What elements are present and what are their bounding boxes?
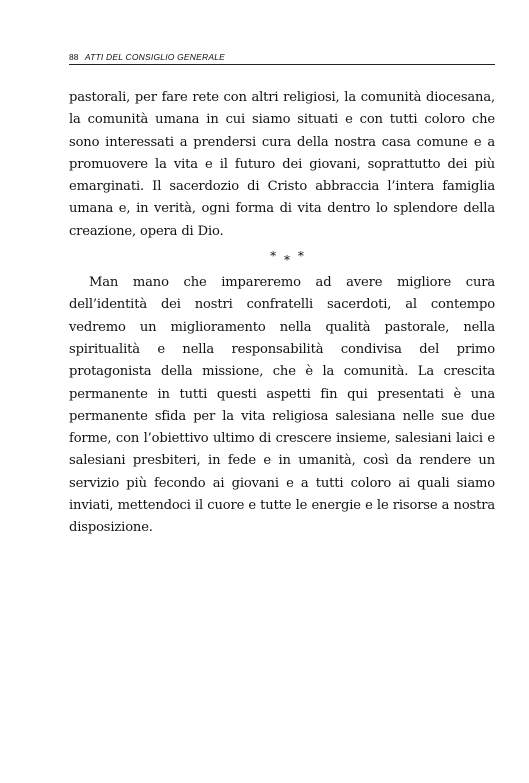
body-text	[69, 87, 495, 540]
running-header	[69, 52, 495, 65]
page-number: 88	[69, 52, 79, 62]
asterisk: *	[284, 253, 292, 268]
paragraph-continued: pastorali, per fare rete con altri religiosi, la comunità diocesana, la comunità umana in cui siamo situati e con tutti coloro che sono interessati a prendersi cura della nostra casa comune e a promuovere la vita e il futuro dei giovani, soprattutto dei più emarginati. Il sacerdozio di Cristo abbraccia l’intera famiglia umana e, in verità, ogni forma di vita dentro lo splendore della creazione, opera di Dio.	[69, 90, 495, 239]
paragraph: Man mano che impareremo ad avere migliore cura dell’identità dei nostri confratelli sacerdoti, al contempo vedremo un miglioramento nella qualità pastorale, nella spiritualità e nella responsabilità condivisa del primo protagonista della missione, che è la comunità. La crescita permanente in tutti questi aspetti fin qui presentati è una permanente sfida per la vita religiosa salesiana nelle sue due forme, con l’obiettivo ultimo di crescere insieme, salesiani laici e salesiani presbiteri, in fede e in umanità, così da rendere un servizio più fecondo ai giovani e a tutti coloro ai quali siamo inviati, mettendoci il cuore e tutte le energie e le risorse a nostra disposizione.	[69, 275, 495, 536]
section-separator	[69, 243, 495, 272]
asterisk: *	[297, 249, 306, 264]
running-title: ATTI DEL CONSIGLIO GENERALE	[84, 52, 226, 62]
asterisk: *	[270, 249, 279, 264]
